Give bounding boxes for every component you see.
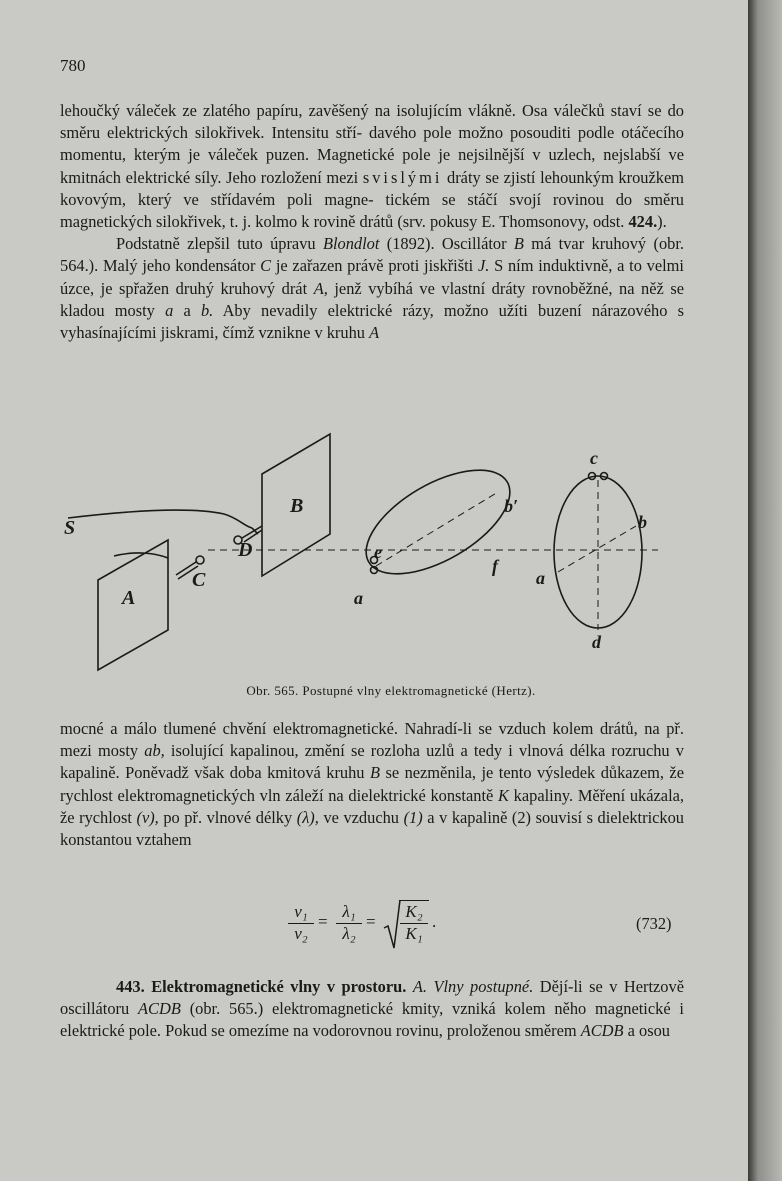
label-d-ring: d [592,632,601,652]
label-d: D [238,539,253,561]
section-number: 443. [116,977,145,996]
page-number: 780 [60,56,86,75]
figure-caption: Obr. 565. Postupné vlny elektromagnetické (Hertz). [246,683,536,698]
paragraph-2: Podstatně zlepšil tuto úpravu Blondlot (1892). Oscillátor B má tvar kruhový (obr. 564.). Malý jeho kondensátor C je zařazen právě proti jiskřišti J. S ním induktivně, a to velmi úzce, je spřažen druhý kruhový drát A, jenž vybíhá ve vlastní dráty rovnoběžné, na něž se kladou mosty a a b. Aby nevadily elektrické rázy, možno užíti buzení nárazového s vyhasínajícími jiskrami, čímž vznikne v kruhu A [60,234,684,343]
label-c: C [192,569,206,591]
paragraph-3: mocné a málo tlumené chvění elektromagnetické. Nahradí-li se vzduch kolem drátů, na př. mezi mosty ab, isolující kapalinou, změní se rozloha uzlů a tedy i vlnová délka rozruchu v kapalině. Poněvadž však doba kmitová kruhu B se nezměnila, je tento výsledek důkazem, že rychlost elektromagnetických vln záleží na dielektrické konstantě K kapaliny. Měření ukázala, že rychlost (v), po př. vlnové délky (λ), ve vzduchu (1) a v kapalině (2) souvisí s dielektrickou konstantou vztahem [60,719,685,850]
equation-732: $\frac{\text{v₁}}{\text{v₂}}$ = $\frac{\text{λ₁}}{\text{λ₂}}$ = $\frac{\text{K₂}}{\text{K₁}}$ . [288,898,488,958]
sqrt-sign [382,898,402,950]
fraction-k: $\frac{\text{K₂}}{\text{K₁}}$ [400,902,428,944]
label-c-ring: c [590,448,598,468]
section-title: Elektromagnetické vlny v prostoru. [151,977,407,996]
label-a-plate: A [122,587,136,609]
label-e: e [374,542,382,562]
section-443: 443. Elektromagnetické vlny v prostoru. A. Vlny postupné. Dějí-li se v Hertzově oscillátoru ACDB (obr. 565.) elektromagnetické kmity, vzniká kolem něho magnetické i elektrické pole. Pokud se omezíme na vodorovnou rovinu, proloženou směrem ACDB a osou [60,977,684,1041]
fraction-lambda: $\frac{\text{λ₁}}{\text{λ₂}}$ [336,902,362,944]
label-f: f [492,556,498,576]
label-b-prime: b′ [504,496,519,516]
figure-hertz-oscillator [58,430,678,680]
page-edge-shadow [748,0,782,1181]
wire-s [68,510,252,528]
paragraph-1-text: lehoučký váleček ze zlatého papíru, zavěšený na isolujícím vlákně. Osa válečků staví se do směru elektrických silokřivek. Intensitu stří- davého pole možno posouditi podle otáčecího momentu, kterým je váleček puzen. Magnetické pole je nejsilnější v uzlech, nejslabší ve kmitnách elektrické síly. Jeho rozložení mezi svislými dráty se zjistí lehounkým kroužkem kovovým, který ve střídavém poli magne- tickém se stáčí svojí rovinou do směru magnetických silokřivek, t. j. kolmo k rovině drátů (srv. pokusy E. Thomsonovy, odst. 424.). [60,101,684,232]
equation-number: (732) [636,914,672,933]
fraction-v: $\frac{\text{v₁}}{\text{v₂}}$ [288,902,314,944]
label-a-ring: a [354,588,363,608]
section-subtitle: Vlny postupné. [433,977,534,996]
label-b-ring: b [638,512,647,532]
paragraph-1 [60,100,684,344]
label-a-right: a [536,568,545,588]
label-b-plate: B [290,495,304,517]
spaced-word: svislými [362,167,443,187]
label-s: S [64,517,76,539]
